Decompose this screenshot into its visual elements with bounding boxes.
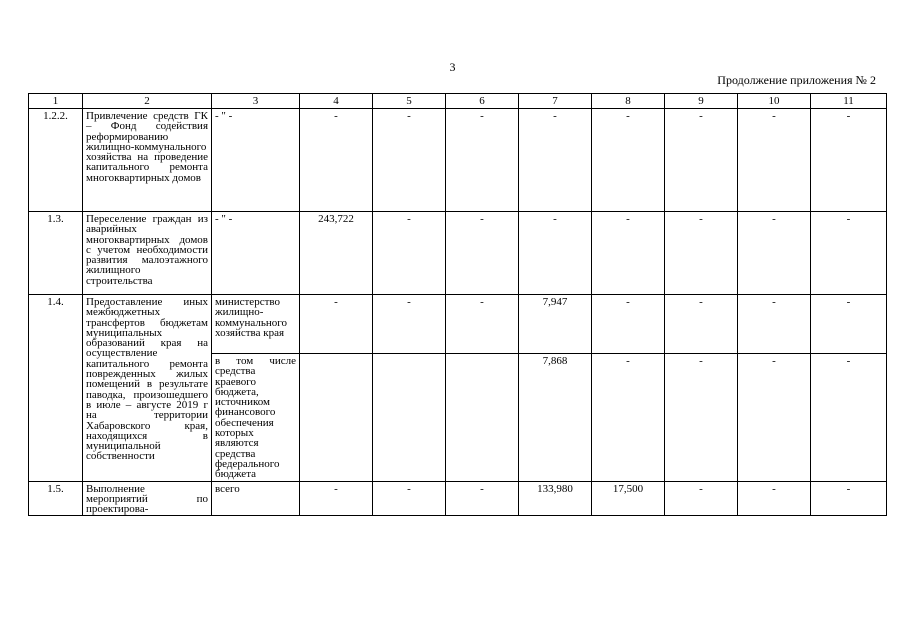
header-cell: 3: [212, 94, 300, 109]
executor: - " -: [212, 109, 300, 212]
value-cell: -: [811, 481, 887, 516]
executor: министерство жилищно-коммунального хозяйства края: [212, 295, 300, 354]
header-cell: 10: [738, 94, 811, 109]
value-cell: -: [519, 109, 592, 212]
value-cell: -: [665, 295, 738, 354]
value-cell: -: [446, 109, 519, 212]
value-cell: -: [300, 295, 373, 354]
value-cell: [373, 354, 446, 482]
header-cell: 7: [519, 94, 592, 109]
value-cell: -: [665, 481, 738, 516]
table-row: [29, 481, 887, 516]
value-cell: -: [811, 109, 887, 212]
value-cell: -: [738, 295, 811, 354]
header-cell: 4: [300, 94, 373, 109]
measure-name: Предоставление иных межбюджетных трансфертов бюджетам муниципальных образований края на осуществление капитального ремонта поврежденных жилых помещений в результате паводка, произошедшего в июле – августе 2019 г на территории Хабаровского края, находящихся в муниципальной собственности: [83, 295, 212, 482]
value-cell: 7,868: [519, 354, 592, 482]
value-cell: -: [811, 354, 887, 482]
value-cell: [300, 354, 373, 482]
value-cell: -: [373, 481, 446, 516]
value-cell: -: [300, 481, 373, 516]
header-cell: 6: [446, 94, 519, 109]
value-cell: -: [373, 212, 446, 295]
header-cell: 5: [373, 94, 446, 109]
value-cell: -: [592, 109, 665, 212]
executor: - " -: [212, 212, 300, 295]
value-cell: -: [373, 295, 446, 354]
header-cell: 2: [83, 94, 212, 109]
measure-name: Выполнение мероприятий по проектирова-: [83, 481, 212, 516]
value-cell: -: [738, 354, 811, 482]
appendix-continuation: Продолжение приложения № 2: [717, 73, 876, 87]
executor-detail: в том числе средства краевого бюджета, источником финансового обеспечения которых являются средства федерального бюджета: [212, 354, 300, 482]
page-number: 3: [449, 60, 456, 74]
value-cell: 243,722: [300, 212, 373, 295]
value-cell: 133,980: [519, 481, 592, 516]
value-cell: -: [446, 295, 519, 354]
value-cell: -: [738, 109, 811, 212]
value-cell: -: [446, 481, 519, 516]
header-cell: 8: [592, 94, 665, 109]
value-cell: 7,947: [519, 295, 592, 354]
value-cell: -: [519, 212, 592, 295]
measure-name: Привлечение средств ГК – Фонд содействия реформированию жилищно-коммунального хозяйства на проведение капитального ремонта многоквартирных домов: [83, 109, 212, 212]
measure-name: Переселение граждан из аварийных многоквартирных домов с учетом необходимости развития малоэтажного жилищного строительства: [83, 212, 212, 295]
value-cell: -: [592, 354, 665, 482]
row-number: 1.4.: [29, 295, 83, 482]
value-cell: -: [592, 295, 665, 354]
value-cell: -: [665, 109, 738, 212]
table-row: [29, 295, 887, 354]
row-number: 1.5.: [29, 481, 83, 516]
table-row: [29, 212, 887, 295]
value-cell: -: [592, 212, 665, 295]
executor: всего: [212, 481, 300, 516]
value-cell: 17,500: [592, 481, 665, 516]
value-cell: -: [373, 109, 446, 212]
table-row: [29, 109, 887, 212]
value-cell: -: [665, 212, 738, 295]
value-cell: -: [738, 481, 811, 516]
value-cell: [446, 354, 519, 482]
value-cell: -: [811, 295, 887, 354]
value-cell: -: [738, 212, 811, 295]
value-cell: -: [446, 212, 519, 295]
row-number: 1.2.2.: [29, 109, 83, 212]
header-cell: 1: [29, 94, 83, 109]
value-cell: -: [300, 109, 373, 212]
value-cell: -: [665, 354, 738, 482]
header-cell: 9: [665, 94, 738, 109]
program-table: [28, 93, 887, 516]
header-cell: 11: [811, 94, 887, 109]
row-number: 1.3.: [29, 212, 83, 295]
value-cell: -: [811, 212, 887, 295]
header-row: [29, 94, 887, 109]
